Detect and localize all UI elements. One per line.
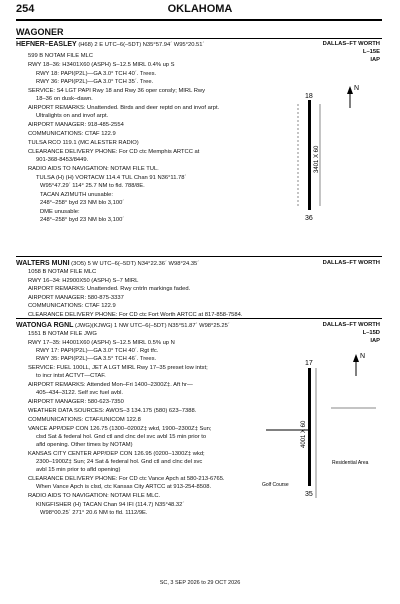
entry-line: SERVICE: FUEL 100LL, JET A LGT MIRL Rwy 17–35 preset low intst;	[28, 365, 208, 371]
entry-line: AIRPORT MANAGER: 918-485-2554	[28, 122, 124, 128]
airport-entry-hefner-easley	[0, 40, 400, 252]
entry-line: AIRPORT REMARKS: Attended Mon–Fri 1400–2300Z‡. Aft hr—	[28, 382, 193, 388]
entry-line: CLEARANCE DELIVERY PHONE: For CD ctc Fort Worth ARTCC at 817-858-7584.	[28, 312, 243, 318]
runway-end-label: 36	[305, 215, 313, 222]
north-arrow	[347, 86, 353, 108]
city-rule	[16, 38, 382, 39]
entry-line: to incr intst ACTVT—CTAF.	[36, 373, 106, 379]
chart-ref: IAP	[370, 57, 380, 63]
entry-line: When Vance Apch is clsd, ctc Kansas City ARTCC at 913-254-8508.	[36, 484, 212, 490]
entry-line: AIRPORT MANAGER: 580-623-7350	[28, 399, 124, 405]
north-label: N	[360, 353, 366, 360]
entry-line: DME unusable:	[40, 209, 80, 215]
residential-area-label: Residential Area	[332, 460, 369, 466]
entry-line: RWY 17: PAPI(P2L)—GA 3.0° TCH 40´. Rgt tfc.	[36, 348, 159, 354]
runway-end-label: 35	[305, 491, 313, 498]
entry-line: RADIO AIDS TO NAVIGATION: NOTAM FILE MLC.	[28, 493, 161, 499]
entry-line: 248°–258° byd 23 NM blo 3,100´	[40, 217, 125, 223]
entry-line: RWY 36: PAPI(P2L)—GA 3.0° TCH 35´. Tree.	[36, 79, 154, 85]
entry-divider	[16, 256, 382, 257]
entry-line: clsd Sat & federal hol. Gnd ctl and clnc del svc avbl 15 min prior to	[36, 434, 207, 440]
footer-effective-dates: SC, 3 SEP 2026 to 29 OCT 2026	[159, 580, 241, 586]
airport-diagram	[256, 348, 386, 508]
airport-header	[16, 260, 199, 268]
airport-name: HEFNER–EASLEY	[16, 41, 77, 48]
entry-line: W95°47.29´ 114° 25.7 NM to fld. 788/8E.	[40, 183, 145, 189]
entry-line: VANCE APP/DEP CON 126.75 (1300–0200Z‡ wkd, 1900–2300Z‡ Sun;	[28, 426, 212, 432]
entry-line: 901-368-8453/8449.	[36, 157, 89, 163]
state-title: OKLAHOMA	[167, 3, 233, 15]
entry-line: TULSA RCO 119.1 (MC ALESTER RADIO)	[28, 140, 139, 146]
chart-ref: DALLAS–FT WORTH	[322, 260, 380, 266]
airport-header-details: (3O5) 5 W UTC–6(–5DT) N34°22.36´ W98°24.35´	[71, 261, 200, 267]
airport-diagram	[262, 78, 382, 238]
airport-header	[16, 41, 204, 49]
airport-header	[16, 322, 230, 330]
entry-line: RWY 16–34: H2900X50 (ASPH) S–7 MIRL	[28, 278, 139, 284]
airport-header-details: (JWG)(KJWG) 1 NW UTC–6(–5DT) N35°51.87´ W98°25.25´	[75, 323, 230, 329]
runway-dimensions: 4001 X 60	[301, 420, 307, 448]
airport-header-details: (H68) 2 E UTC–6(–5DT) N35°57.94´ W95°20.51´	[78, 42, 205, 48]
chart-ref: IAP	[370, 338, 380, 344]
entry-line: 2300–1900Z‡ Sun; 24 Sat & federal hol. Gnd ctl and clnc del svc	[36, 459, 203, 465]
entry-line: RWY 17–35: H4001X60 (ASPH) S–12.5 MIRL 0.5% up N	[28, 340, 175, 346]
entry-line: 405–434–3122. Self svc fuel avbl.	[36, 390, 124, 396]
airport-name: WALTERS MUNI	[16, 260, 70, 267]
entry-line: 1058 B NOTAM FILE MLC	[28, 269, 97, 275]
entry-line: 1551 B NOTAM FILE JWG	[28, 331, 97, 337]
runway	[308, 368, 311, 486]
entry-line: TULSA (H) (H) VORTACW 114.4 TUL Chan 91 N36°11.78´	[36, 175, 187, 181]
airport-name: WATONGA RGNL	[16, 322, 74, 329]
chart-ref: DALLAS–FT WORTH	[322, 322, 380, 328]
entry-line: 599 B NOTAM FILE MLC	[28, 53, 93, 59]
north-label: N	[354, 85, 360, 92]
page-number: 254	[16, 3, 35, 15]
entry-line: AIRPORT REMARKS: Unattended. Rwy cntrln markings faded.	[28, 286, 191, 292]
entry-line: COMMUNICATIONS: CTAF 122.9	[28, 131, 116, 137]
entry-line: WEATHER DATA SOURCES: AWOS–3 134.175 (580) 623–7388.	[28, 408, 197, 414]
chart-ref: L–15E	[362, 49, 380, 55]
entry-line: COMMUNICATIONS: CTAF 122.9	[28, 303, 116, 309]
airport-entry-walters-muni	[0, 258, 400, 318]
runway-end-label: 17	[305, 360, 313, 367]
entry-line: KINGFISHER (H) TACAN Chan 94 IFI (114.7) N35°48.32´	[36, 502, 185, 508]
golf-course-label: Golf Course	[262, 482, 289, 488]
airport-entry-watonga-rgnl	[0, 320, 400, 570]
entry-line: COMMUNICATIONS: CTAF/UNICOM 122.8	[28, 417, 141, 423]
entry-line: RWY 18: PAPI(P2L)—GA 3.0° TCH 40´. Trees.	[36, 71, 157, 77]
entry-line: RWY 35: PAPI(P2L)—GA 3.5° TCH 46´. Trees.	[36, 356, 157, 362]
chart-ref: L–15D	[362, 330, 380, 336]
entry-line: RWY 18–36: H3401X60 (ASPH) S–12.5 MIRL 0.4% up S	[28, 62, 175, 68]
entry-line: W98°00.25´ 271° 20.6 NM to fld. 1112/9E.	[40, 510, 148, 516]
north-arrow	[353, 354, 359, 376]
runway-dimensions: 3401 X 60	[314, 145, 320, 173]
entry-line: 248°–258° byd 23 NM blo 3,100´	[40, 200, 125, 206]
entry-line: RADIO AIDS TO NAVIGATION: NOTAM FILE TUL.	[28, 166, 159, 172]
entry-line: AIRPORT MANAGER: 580-875-3337	[28, 295, 124, 301]
entry-line: CLEARANCE DELIVERY PHONE: For CD ctc Memphis ARTCC at	[28, 149, 200, 155]
runway	[308, 100, 311, 210]
entry-line: avbl 15 min prior to afld opening)	[36, 467, 121, 473]
entry-line: 18–36 on dusk–dawn.	[36, 96, 93, 102]
city-heading: WAGONER	[16, 27, 64, 37]
chart-ref: DALLAS–FT WORTH	[322, 41, 380, 47]
entry-line: SERVICE: S4 LGT PAPI Rwy 18 and Rwy 36 oper consly; MIRL Rwy	[28, 88, 205, 94]
runway-end-label: 18	[305, 93, 313, 100]
entry-divider	[16, 318, 382, 319]
header-rule	[16, 19, 382, 21]
entry-line: Ultralights on and invof arpt.	[36, 113, 109, 119]
entry-line: CLEARANCE DELIVERY PHONE: For CD ctc Vance Apch at 580-213-6765.	[28, 476, 225, 482]
entry-line: AIRPORT REMARKS: Unattended. Birds and deer reptd on and invof arpt.	[28, 105, 220, 111]
entry-line: afld opening. Other times by NOTAM)	[36, 442, 133, 448]
entry-line: KANSAS CITY CENTER APP/DEP CON 126.95 (0200–1300Z‡ wkd;	[28, 451, 205, 457]
entry-line: TACAN AZIMUTH unusable:	[40, 192, 114, 198]
